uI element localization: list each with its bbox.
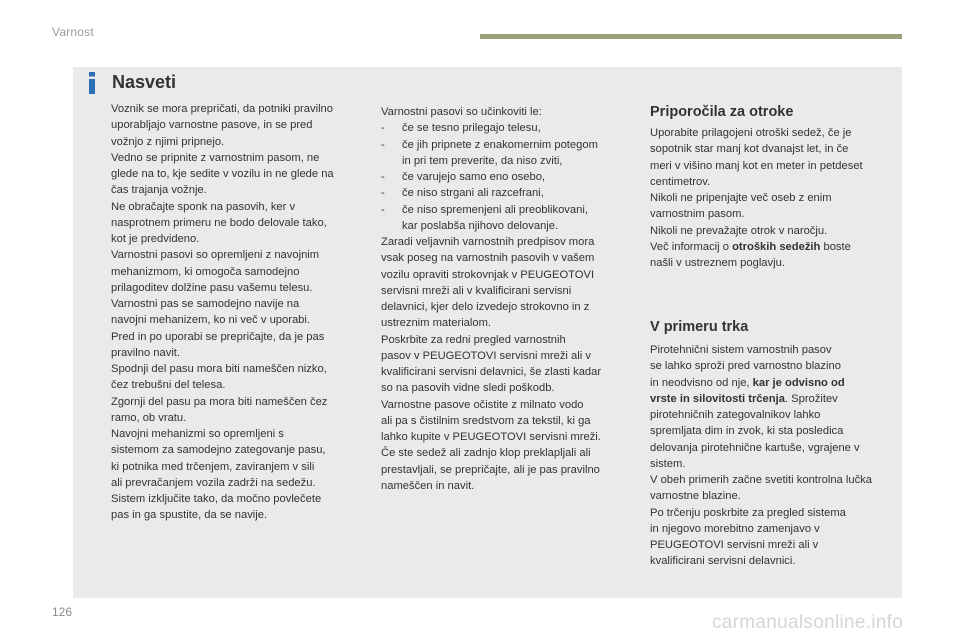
tips-column-2 — [381, 104, 633, 494]
text-line: so na pasovih vidne sledi poškodb. — [381, 382, 555, 395]
text-line: kvalificirani servisni delavnici, še zlasti kadar — [381, 366, 602, 378]
text-line: Nikoli ne pripenjajte več oseb z enim — [650, 192, 832, 204]
text-line: kvalificirani servisni delavnici. — [650, 555, 796, 568]
collision-heading: V primeru trka — [650, 319, 749, 335]
text-line: če se tesno prilegajo telesu, — [402, 122, 541, 135]
children-recommendations — [650, 125, 900, 271]
text-line: vsak poseg na varnostnih pasovih v vašem — [381, 252, 595, 265]
text-line: Voznik se mora prepričati, da potniki pravilno — [111, 103, 333, 115]
text-line: mehanizmom, ki omogoča samodejno — [111, 265, 300, 278]
text-run: in neodvisno od nje, — [650, 376, 753, 389]
text-line: Pred in po uporabi se prepričajte, da je pas — [111, 330, 325, 343]
text-line — [650, 375, 902, 391]
text-line: Uporabite prilagojeni otroški sedež, če je — [650, 127, 852, 139]
watermark: carmanualsonline.info — [712, 612, 904, 633]
text-line: Spodnji del pasu mora biti nameščen nizko, — [111, 363, 327, 375]
text-line: našli v ustreznem poglavju. — [650, 257, 785, 269]
text-line — [650, 239, 900, 255]
text-line: vožnjo z njimi pripnejo. — [111, 135, 225, 148]
text-line: Če ste sedež ali zadnjo klop preklapljali ali — [381, 447, 591, 460]
text-line: kar poslabša njihovo delovanje. — [402, 219, 559, 232]
text-line: kot je predvideno. — [111, 233, 200, 245]
header-rule — [480, 34, 902, 39]
text-line: pas in ga spustite, da se navije. — [111, 509, 268, 522]
text-line: Poskrbite za redni pregled varnostnih — [381, 333, 566, 346]
text-line: prilagoditev dolžine pasu vašemu telesu. — [111, 281, 313, 294]
text-line: PEUGEOTOVI servisni mreži ali v — [650, 539, 819, 551]
text-line: delavnici, kjer delo izvedejo strokovno in z — [381, 301, 590, 313]
text-line: sistem. — [650, 457, 686, 470]
list-item — [381, 169, 633, 185]
text-run: . Sprožitev — [784, 392, 838, 405]
text-line: V obeh primerih začne svetiti kontrolna lučka — [650, 474, 872, 486]
text-line: Pirotehnični sistem varnostnih pasov — [650, 344, 832, 356]
text-line: delovanja pirotehnične kartuše, vgrajene v — [650, 441, 860, 454]
text-line: Zaradi veljavnih varnostnih predpisov mora — [381, 236, 595, 248]
text-line: ali pa s čistilnim sredstvom za tekstil, ki ga — [381, 414, 591, 427]
text-line: centimetrov. — [650, 175, 711, 188]
emphasis-text: kar je odvisno od — [752, 376, 845, 389]
list-intro: Varnostni pasovi so učinkoviti le: — [381, 106, 542, 118]
dash-bullet: - — [381, 138, 385, 151]
text-line: ali prevračanjem vozila zadrži na sedežu. — [111, 476, 316, 489]
collision-text — [650, 342, 902, 570]
text-line: Navojni mehanizmi so opremljeni s — [111, 428, 284, 440]
panel-title: Nasveti — [112, 72, 177, 92]
text-line: Varnostni pas se samodejno navije na — [111, 298, 300, 310]
text-line: ki potnika med trčenjem, zaviranjem v sili — [111, 460, 315, 473]
text-line: in pri tem preverite, da niso zviti, — [402, 154, 563, 167]
tips-column-1 — [111, 101, 373, 524]
text-line: Zgornji del pasu pa mora biti nameščen čez — [111, 395, 328, 408]
text-line: ustreznim materialom. — [381, 317, 492, 330]
text-line: spremljata dim in zvok, ki sta posledica — [650, 425, 844, 438]
text-line: navojni mehanizem, ko ni več v uporabi. — [111, 314, 310, 327]
text-line: čas trajanja vožnje. — [111, 184, 207, 197]
info-icon — [83, 72, 101, 94]
text-line: če niso strgani ali razcefrani, — [402, 187, 544, 200]
text-line: sistemom za samodejno zategovanje pasu, — [111, 444, 326, 457]
dash-bullet: - — [381, 171, 385, 183]
text-run: Več informacij o — [650, 240, 733, 253]
text-line: nameščen in navit. — [381, 479, 475, 492]
text-line: meri v višino manj kot en meter in petdeset — [650, 159, 863, 172]
children-heading: Priporočila za otroke — [650, 104, 794, 120]
list-item — [381, 185, 633, 201]
text-line: Sistem izključite tako, da močno povlečete — [111, 493, 322, 505]
text-line: pravilno navit. — [111, 346, 181, 359]
text-line: uporabljajo varnostne pasove, in se pred — [111, 119, 313, 132]
text-line: če niso spremenjeni ali preoblikovani, — [402, 203, 588, 216]
list-item — [381, 120, 633, 136]
page-number: 126 — [52, 605, 73, 619]
text-line: Ne obračajte sponk na pasovih, ker v — [111, 200, 296, 213]
text-line: če jih pripnete z enakomernim potegom — [402, 138, 598, 151]
text-line — [650, 391, 902, 407]
emphasis-text: vrste in silovitosti trčenja — [650, 392, 785, 405]
text-line: prestavljali, se prepričajte, ali je pas pravilno — [381, 463, 600, 476]
text-line: in njegovo morebitno zamenjavo v — [650, 522, 820, 535]
text-line: Po trčenju poskrbite za pregled sistema — [650, 506, 846, 519]
text-line: Varnostne pasove očistite z milnato vodo — [381, 398, 584, 411]
text-line: čez trebušni del telesa. — [111, 379, 226, 392]
text-line: Vedno se pripnite z varnostnim pasom, ne — [111, 151, 320, 164]
text-run: boste — [820, 240, 851, 253]
text-line: varnostne blazine. — [650, 490, 741, 503]
dash-bullet: - — [381, 203, 385, 216]
list-item — [381, 137, 633, 170]
text-line: če varujejo samo eno osebo, — [402, 171, 546, 183]
page-section-title: Varnost — [52, 25, 94, 39]
text-line: vozilu opraviti strokovnjak v PEUGEOTOVI — [381, 268, 595, 281]
text-line: Nikoli ne prevažajte otrok v naročju. — [650, 224, 828, 237]
list-item — [381, 202, 633, 235]
text-line: pirotehničnih zategovalnikov lahko — [650, 409, 821, 421]
text-line: nasprotnem primeru ne bodo delovale tako, — [111, 216, 327, 229]
text-line: lahko kupite v PEUGEOTOVI servisni mreži. — [381, 431, 601, 443]
text-line: Varnostni pasovi so opremljeni z navojnim — [111, 249, 320, 262]
text-line: ramo, ob vratu. — [111, 411, 187, 424]
text-line: se lahko sproži pred varnostno blazino — [650, 360, 841, 373]
dash-bullet: - — [381, 187, 385, 200]
text-line: varnostnim pasom. — [650, 208, 745, 221]
text-line: glede na to, kje sedite v vozilu in ne glede na — [111, 168, 334, 180]
child-seats-link-text: otroških sedežih — [732, 240, 821, 253]
dash-bullet: - — [381, 122, 385, 135]
text-line: servisni mreži ali v kvalificirani servisni — [381, 284, 572, 297]
text-line: pasov v PEUGEOTOVI servisni mreži ali v — [381, 349, 591, 362]
text-line: sopotnik star manj kot dvanajst let, in če — [650, 143, 849, 156]
